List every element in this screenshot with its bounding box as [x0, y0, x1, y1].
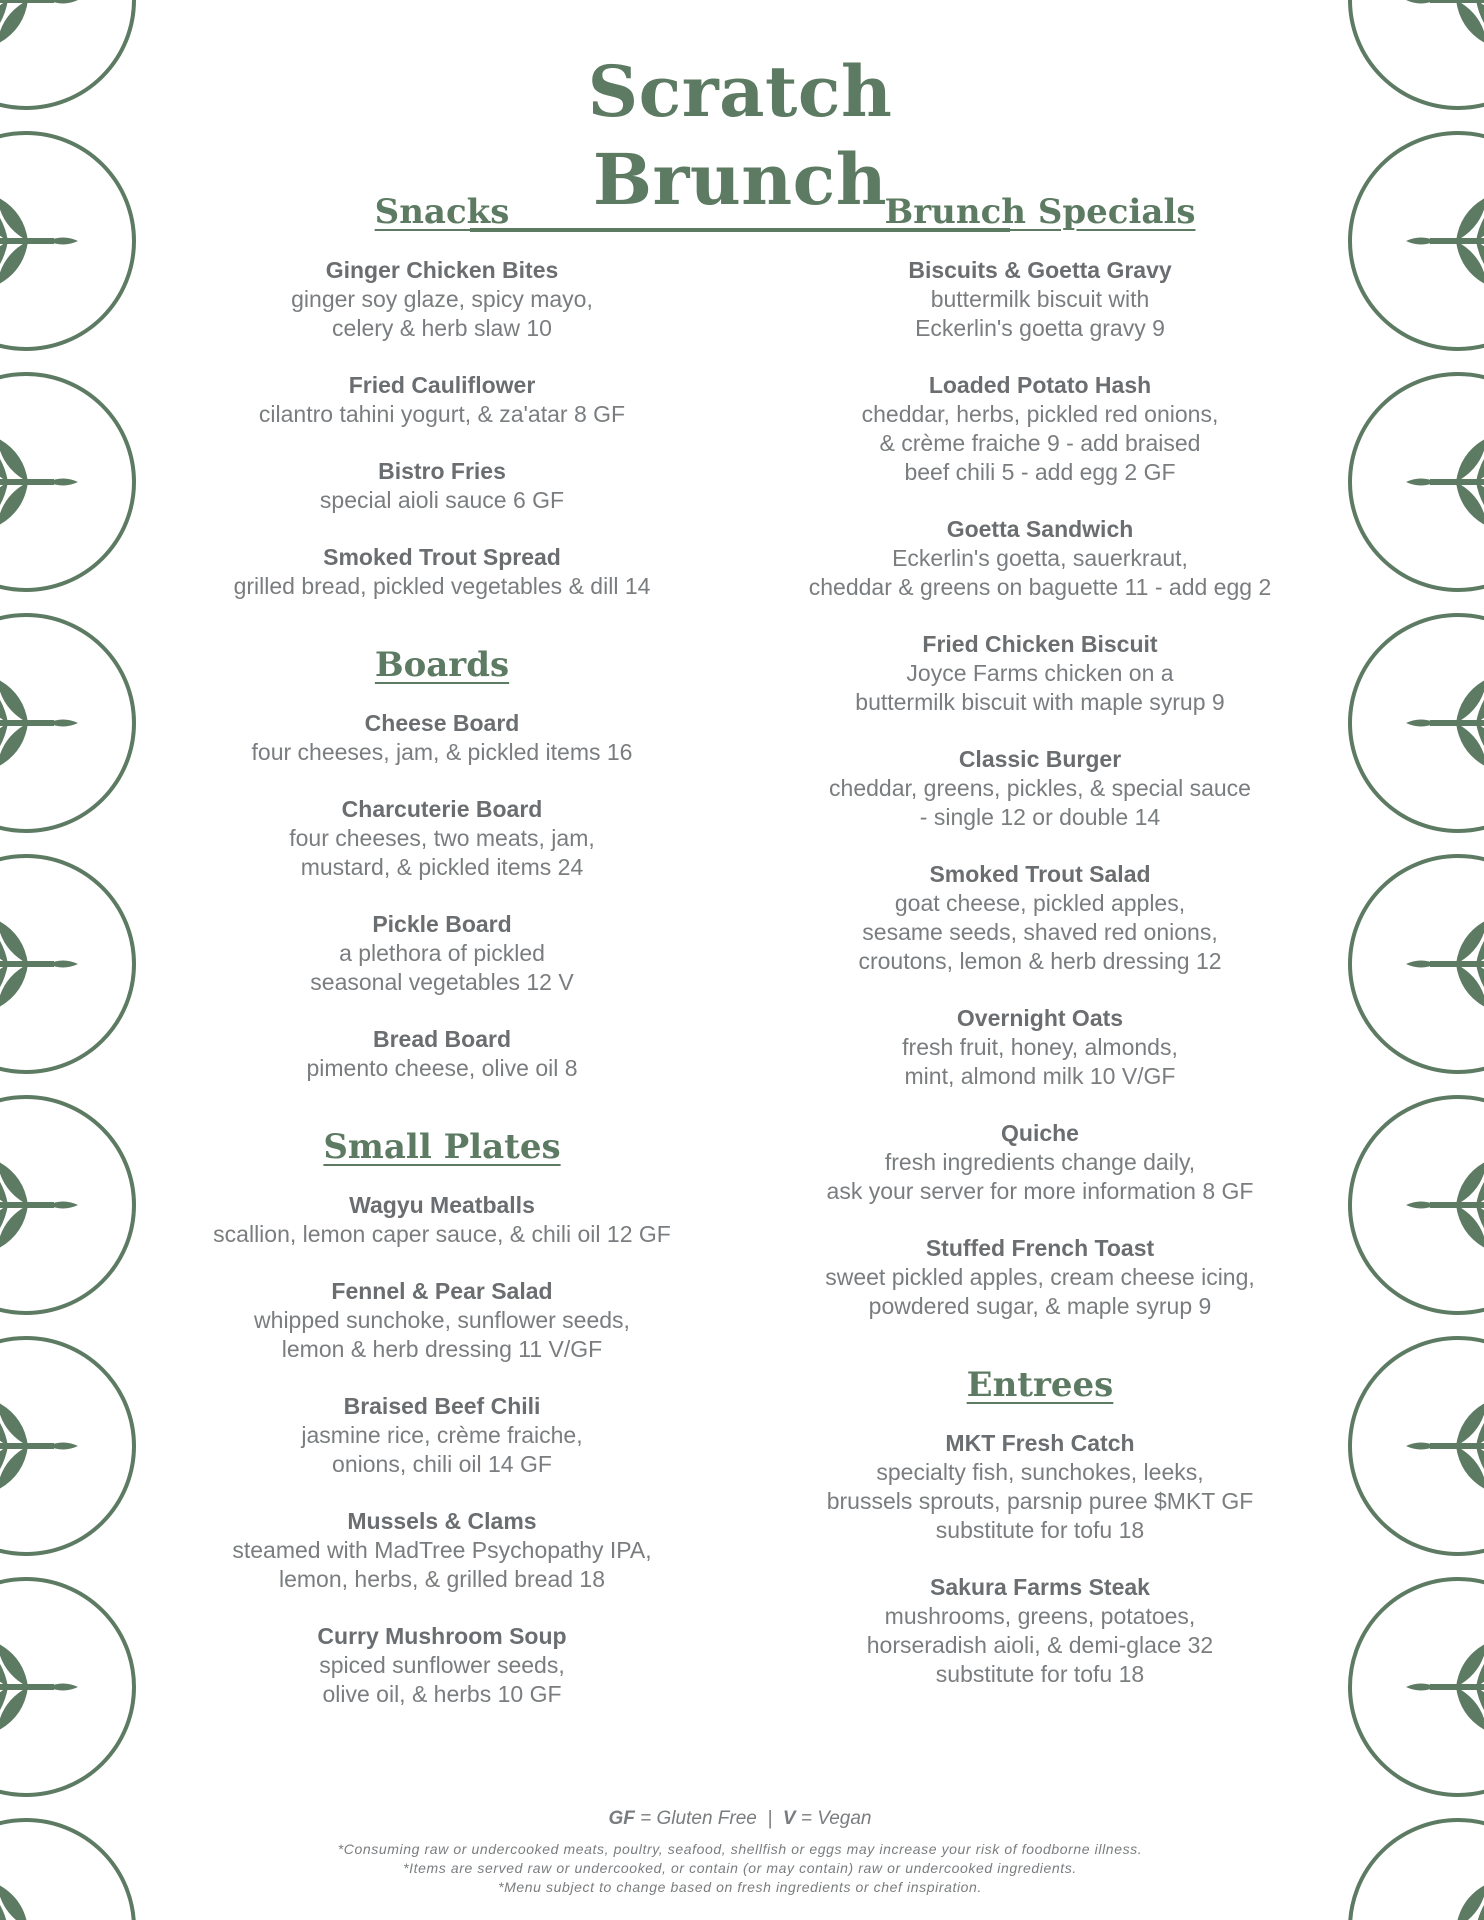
leaf-medallion-icon [0, 374, 134, 590]
item-name: Smoked Trout Salad [929, 861, 1151, 887]
menu-item [760, 515, 1320, 602]
item-name: Overnight Oats [956, 1005, 1124, 1031]
menu-item [160, 709, 724, 767]
item-name: Loaded Potato Hash [928, 372, 1152, 398]
leaf-medallion-icon [1350, 1097, 1484, 1313]
item-name: Sakura Farms Steak [930, 1574, 1150, 1600]
item-name: Mussels & Clams [347, 1508, 537, 1534]
item-description: spiced sunflower seeds, olive oil, & herbs 10 GF [319, 1652, 565, 1707]
item-name: Charcuterie Board [341, 796, 543, 822]
item-description: Joyce Farms chicken on a buttermilk biscuit with maple syrup 9 [855, 660, 1225, 715]
item-description: fresh fruit, honey, almonds, mint, almond milk 10 V/GF [902, 1034, 1178, 1089]
disclaimer-line: *Items are served raw or undercooked, or contain (or may contain) raw or undercooked ingredients. [403, 1860, 1077, 1876]
menu-item [160, 1191, 724, 1249]
menu-item [160, 1392, 724, 1479]
leaf-medallion-icon [0, 0, 134, 108]
menu-item [160, 1622, 724, 1709]
item-name: Classic Burger [958, 746, 1122, 772]
item-description: jasmine rice, crème fraiche, onions, chili oil 14 GF [301, 1422, 583, 1477]
leaf-medallion-icon [0, 856, 134, 1072]
menu-item [760, 371, 1320, 487]
item-description: steamed with MadTree Psychopathy IPA, lemon, herbs, & grilled bread 18 [232, 1537, 652, 1592]
item-name: Braised Beef Chili [343, 1393, 541, 1419]
menu-item [760, 630, 1320, 717]
menu-item [160, 1277, 724, 1364]
left-leaf-border [0, 0, 140, 1920]
menu-section-brunch-specials [760, 188, 1320, 1321]
menu-item [160, 795, 724, 882]
menu-section-small-plates [160, 1123, 724, 1709]
menu-item [160, 543, 724, 601]
legend-v-code: V [782, 1808, 796, 1829]
item-name: Quiche [1001, 1120, 1079, 1146]
item-description: a plethora of pickled seasonal vegetables 12 V [310, 940, 574, 995]
item-name: Pickle Board [372, 911, 512, 937]
item-description: special aioli sauce 6 GF [319, 487, 565, 513]
item-name: Fried Chicken Biscuit [922, 631, 1158, 657]
leaf-border-art [1344, 0, 1484, 1920]
item-name: Smoked Trout Spread [323, 544, 561, 570]
leaf-medallion-icon [0, 1579, 134, 1795]
item-name: Goetta Sandwich [946, 516, 1134, 542]
menu-item [760, 1429, 1320, 1545]
menu-item [760, 1573, 1320, 1689]
menu-section-boards [160, 641, 724, 1083]
item-name: Wagyu Meatballs [349, 1192, 535, 1218]
legend-gf-text: = Gluten Free [640, 1808, 757, 1829]
menu-section-entrees [760, 1361, 1320, 1689]
menu-item [160, 1025, 724, 1083]
leaf-border-art [0, 0, 140, 1920]
left-column [160, 188, 724, 1749]
dietary-legend [160, 1808, 1320, 1830]
disclaimer-line: *Menu subject to change based on fresh ingredients or chef inspiration. [498, 1879, 982, 1895]
menu-item [760, 860, 1320, 976]
disclaimer-line: *Consuming raw or undercooked meats, poultry, seafood, shellfish or eggs may increase your risk of foodborne illness. [337, 1841, 1143, 1857]
section-title: Boards [374, 645, 510, 685]
item-description: Eckerlin's goetta, sauerkraut, cheddar & greens on baguette 11 - add egg 2 [808, 545, 1272, 600]
menu-item [160, 457, 724, 515]
item-description: four cheeses, jam, & pickled items 16 [251, 739, 633, 765]
item-name: Bread Board [372, 1026, 512, 1052]
menu-section-snacks [160, 188, 724, 601]
legend-separator: | [767, 1808, 773, 1829]
right-column [760, 188, 1320, 1729]
right-leaf-border [1344, 0, 1484, 1920]
menu-item [760, 1119, 1320, 1206]
menu-item [760, 1234, 1320, 1321]
item-description: sweet pickled apples, cream cheese icing, powdered sugar, & maple syrup 9 [825, 1264, 1255, 1319]
item-description: goat cheese, pickled apples, sesame seeds, shaved red onions, croutons, lemon & herb dressing 12 [858, 890, 1222, 974]
menu-item [160, 910, 724, 997]
item-description: fresh ingredients change daily, ask your server for more information 8 GF [826, 1149, 1254, 1204]
section-title: Entrees [966, 1365, 1114, 1405]
legend-gf-code: GF [608, 1808, 635, 1829]
item-description: whipped sunchoke, sunflower seeds, lemon & herb dressing 11 V/GF [254, 1307, 630, 1362]
item-description: cheddar, herbs, pickled red onions, & crème fraiche 9 - add braised beef chili 5 - add egg 2 GF [861, 401, 1219, 485]
item-description: four cheeses, two meats, jam, mustard, & pickled items 24 [289, 825, 595, 880]
menu-item [160, 1507, 724, 1594]
leaf-medallion-icon [1350, 1579, 1484, 1795]
leaf-medallion-icon [0, 1097, 134, 1313]
item-name: Bistro Fries [378, 458, 506, 484]
item-description: pimento cheese, olive oil 8 [306, 1055, 578, 1081]
item-name: Ginger Chicken Bites [325, 257, 559, 283]
item-name: Fennel & Pear Salad [331, 1278, 553, 1304]
leaf-medallion-icon [0, 133, 134, 349]
leaf-medallion-icon [1350, 133, 1484, 349]
leaf-medallion-icon [1350, 1820, 1484, 1920]
menu-item [760, 1004, 1320, 1091]
item-description: grilled bread, pickled vegetables & dill 14 [233, 573, 651, 599]
item-description: buttermilk biscuit with Eckerlin's goetta gravy 9 [915, 286, 1165, 341]
item-name: Stuffed French Toast [925, 1235, 1155, 1261]
item-description: mushrooms, greens, potatoes, horseradish aioli, & demi-glace 32 substitute for tofu 18 [866, 1603, 1214, 1687]
section-title: Small Plates [323, 1127, 561, 1167]
leaf-medallion-icon [0, 1820, 134, 1920]
disclaimer-notes [160, 1840, 1320, 1897]
item-description: scallion, lemon caper sauce, & chili oil 12 GF [213, 1221, 671, 1247]
item-description: ginger soy glaze, spicy mayo, celery & herb slaw 10 [291, 286, 593, 341]
leaf-medallion-icon [1350, 0, 1484, 108]
item-description: cilantro tahini yogurt, & za'atar 8 GF [258, 401, 626, 427]
item-name: Fried Cauliflower [348, 372, 536, 398]
item-description: cheddar, greens, pickles, & special sauce - single 12 or double 14 [829, 775, 1251, 830]
menu-item [160, 371, 724, 429]
item-description: specialty fish, sunchokes, leeks, brussels sprouts, parsnip puree $MKT GF substitute for tofu 18 [826, 1459, 1254, 1543]
leaf-medallion-icon [1350, 856, 1484, 1072]
leaf-medallion-icon [1350, 615, 1484, 831]
item-name: Biscuits & Goetta Gravy [908, 257, 1172, 283]
item-name: MKT Fresh Catch [945, 1430, 1135, 1456]
leaf-medallion-icon [1350, 1338, 1484, 1554]
menu-item [760, 745, 1320, 832]
legend-v-text: = Vegan [800, 1808, 872, 1829]
menu-item [760, 256, 1320, 343]
section-title: Brunch Specials [884, 192, 1196, 232]
item-name: Cheese Board [364, 710, 520, 736]
leaf-medallion-icon [0, 615, 134, 831]
menu-item [160, 256, 724, 343]
menu-title: Scratch Brunch [587, 50, 893, 221]
section-title: Snacks [374, 192, 510, 232]
leaf-medallion-icon [0, 1338, 134, 1554]
leaf-medallion-icon [1350, 374, 1484, 590]
item-name: Curry Mushroom Soup [317, 1623, 567, 1649]
